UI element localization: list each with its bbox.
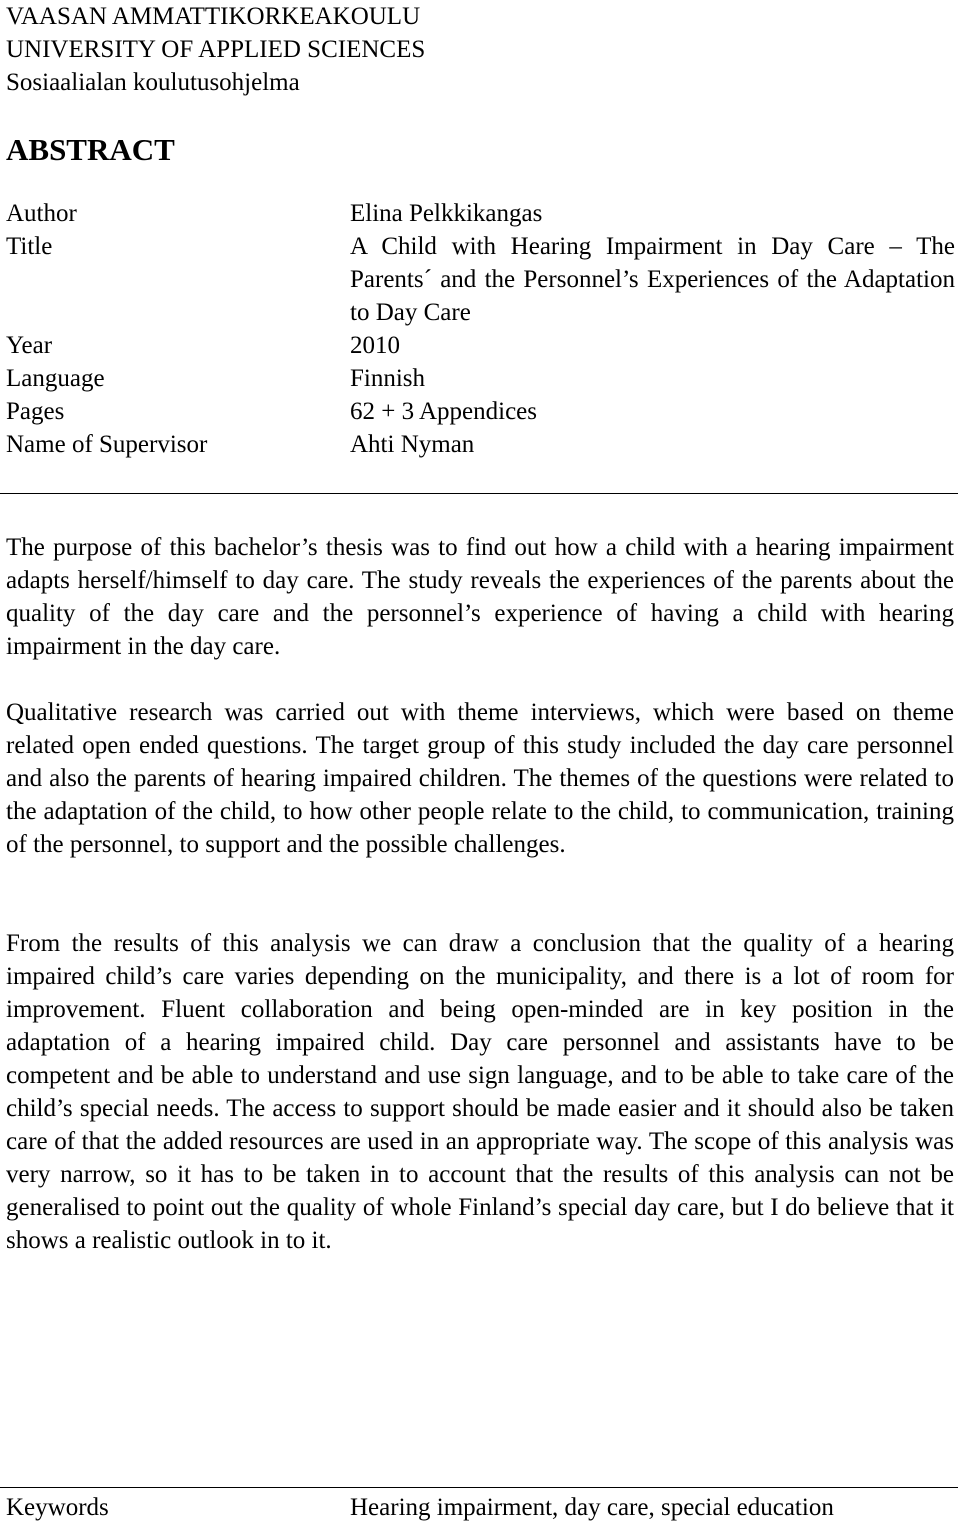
keywords-label: Keywords: [6, 1494, 109, 1521]
abstract-paragraph-3: From the results of this analysis we can draw a conclusion that the quality of a hearing impaired child’s care varies depending on the municipality, and there is a lot of room for improvement. Fluent collaboration and being open-minded are in key position in the adaptation of a hearing impaired child. Day care personnel and assistants have to be competent and be able to understand and use sign language, and to be able to take care of the child’s special needs. The access to support should be made easier and it should also be taken care of that the added resources are used in an appropriate way. The scope of this analysis was very narrow, so it has to be taken in to account that the results of this analysis can not be generalised to point out the quality of whole Finland’s special day care, but I do believe that it shows a realistic outlook in to it.: [6, 930, 954, 1254]
top-divider: [0, 493, 958, 494]
keywords-value: Hearing impairment, day care, special education: [350, 1494, 834, 1521]
university-name-en: UNIVERSITY OF APPLIED SCIENCES: [6, 36, 426, 63]
language-label: Language: [6, 365, 105, 392]
pages-value: 62 + 3 Appendices: [350, 398, 537, 425]
title-value: A Child with Hearing Impairment in Day Care – The Parents´ and the Personnel’s Experiences of the Adaptation to Day Care: [350, 233, 955, 326]
supervisor-value: Ahti Nyman: [350, 431, 475, 458]
abstract-paragraph-2: Qualitative research was carried out with theme interviews, which were based on theme related open ended questions. The target group of this study included the day care personnel and also the parents of hearing impaired children. The themes of the questions were related to the adaptation of the child, to how other people relate to the child, to communication, training of the personnel, to support and the possible challenges.: [6, 699, 954, 858]
author-value: Elina Pelkkikangas: [350, 200, 543, 227]
language-value: Finnish: [350, 365, 426, 392]
author-label: Author: [6, 200, 77, 227]
abstract-paragraph-1: The purpose of this bachelor’s thesis was to find out how a child with a hearing impairment adapts herself/himself to day care. The study reveals the experiences of the parents about the quality of the day care and the personnel’s experience of having a child with hearing impairment in the day care.: [6, 534, 954, 660]
bottom-divider: [0, 1487, 958, 1488]
title-label: Title: [6, 233, 53, 260]
abstract-heading: ABSTRACT: [6, 132, 175, 167]
degree-programme: Sosiaalialan koulutusohjelma: [6, 69, 300, 96]
supervisor-label: Name of Supervisor: [6, 431, 208, 458]
pages-label: Pages: [6, 398, 65, 425]
year-value: 2010: [350, 332, 400, 359]
university-name-fi: VAASAN AMMATTIKORKEAKOULU: [6, 3, 421, 30]
year-label: Year: [6, 332, 53, 359]
